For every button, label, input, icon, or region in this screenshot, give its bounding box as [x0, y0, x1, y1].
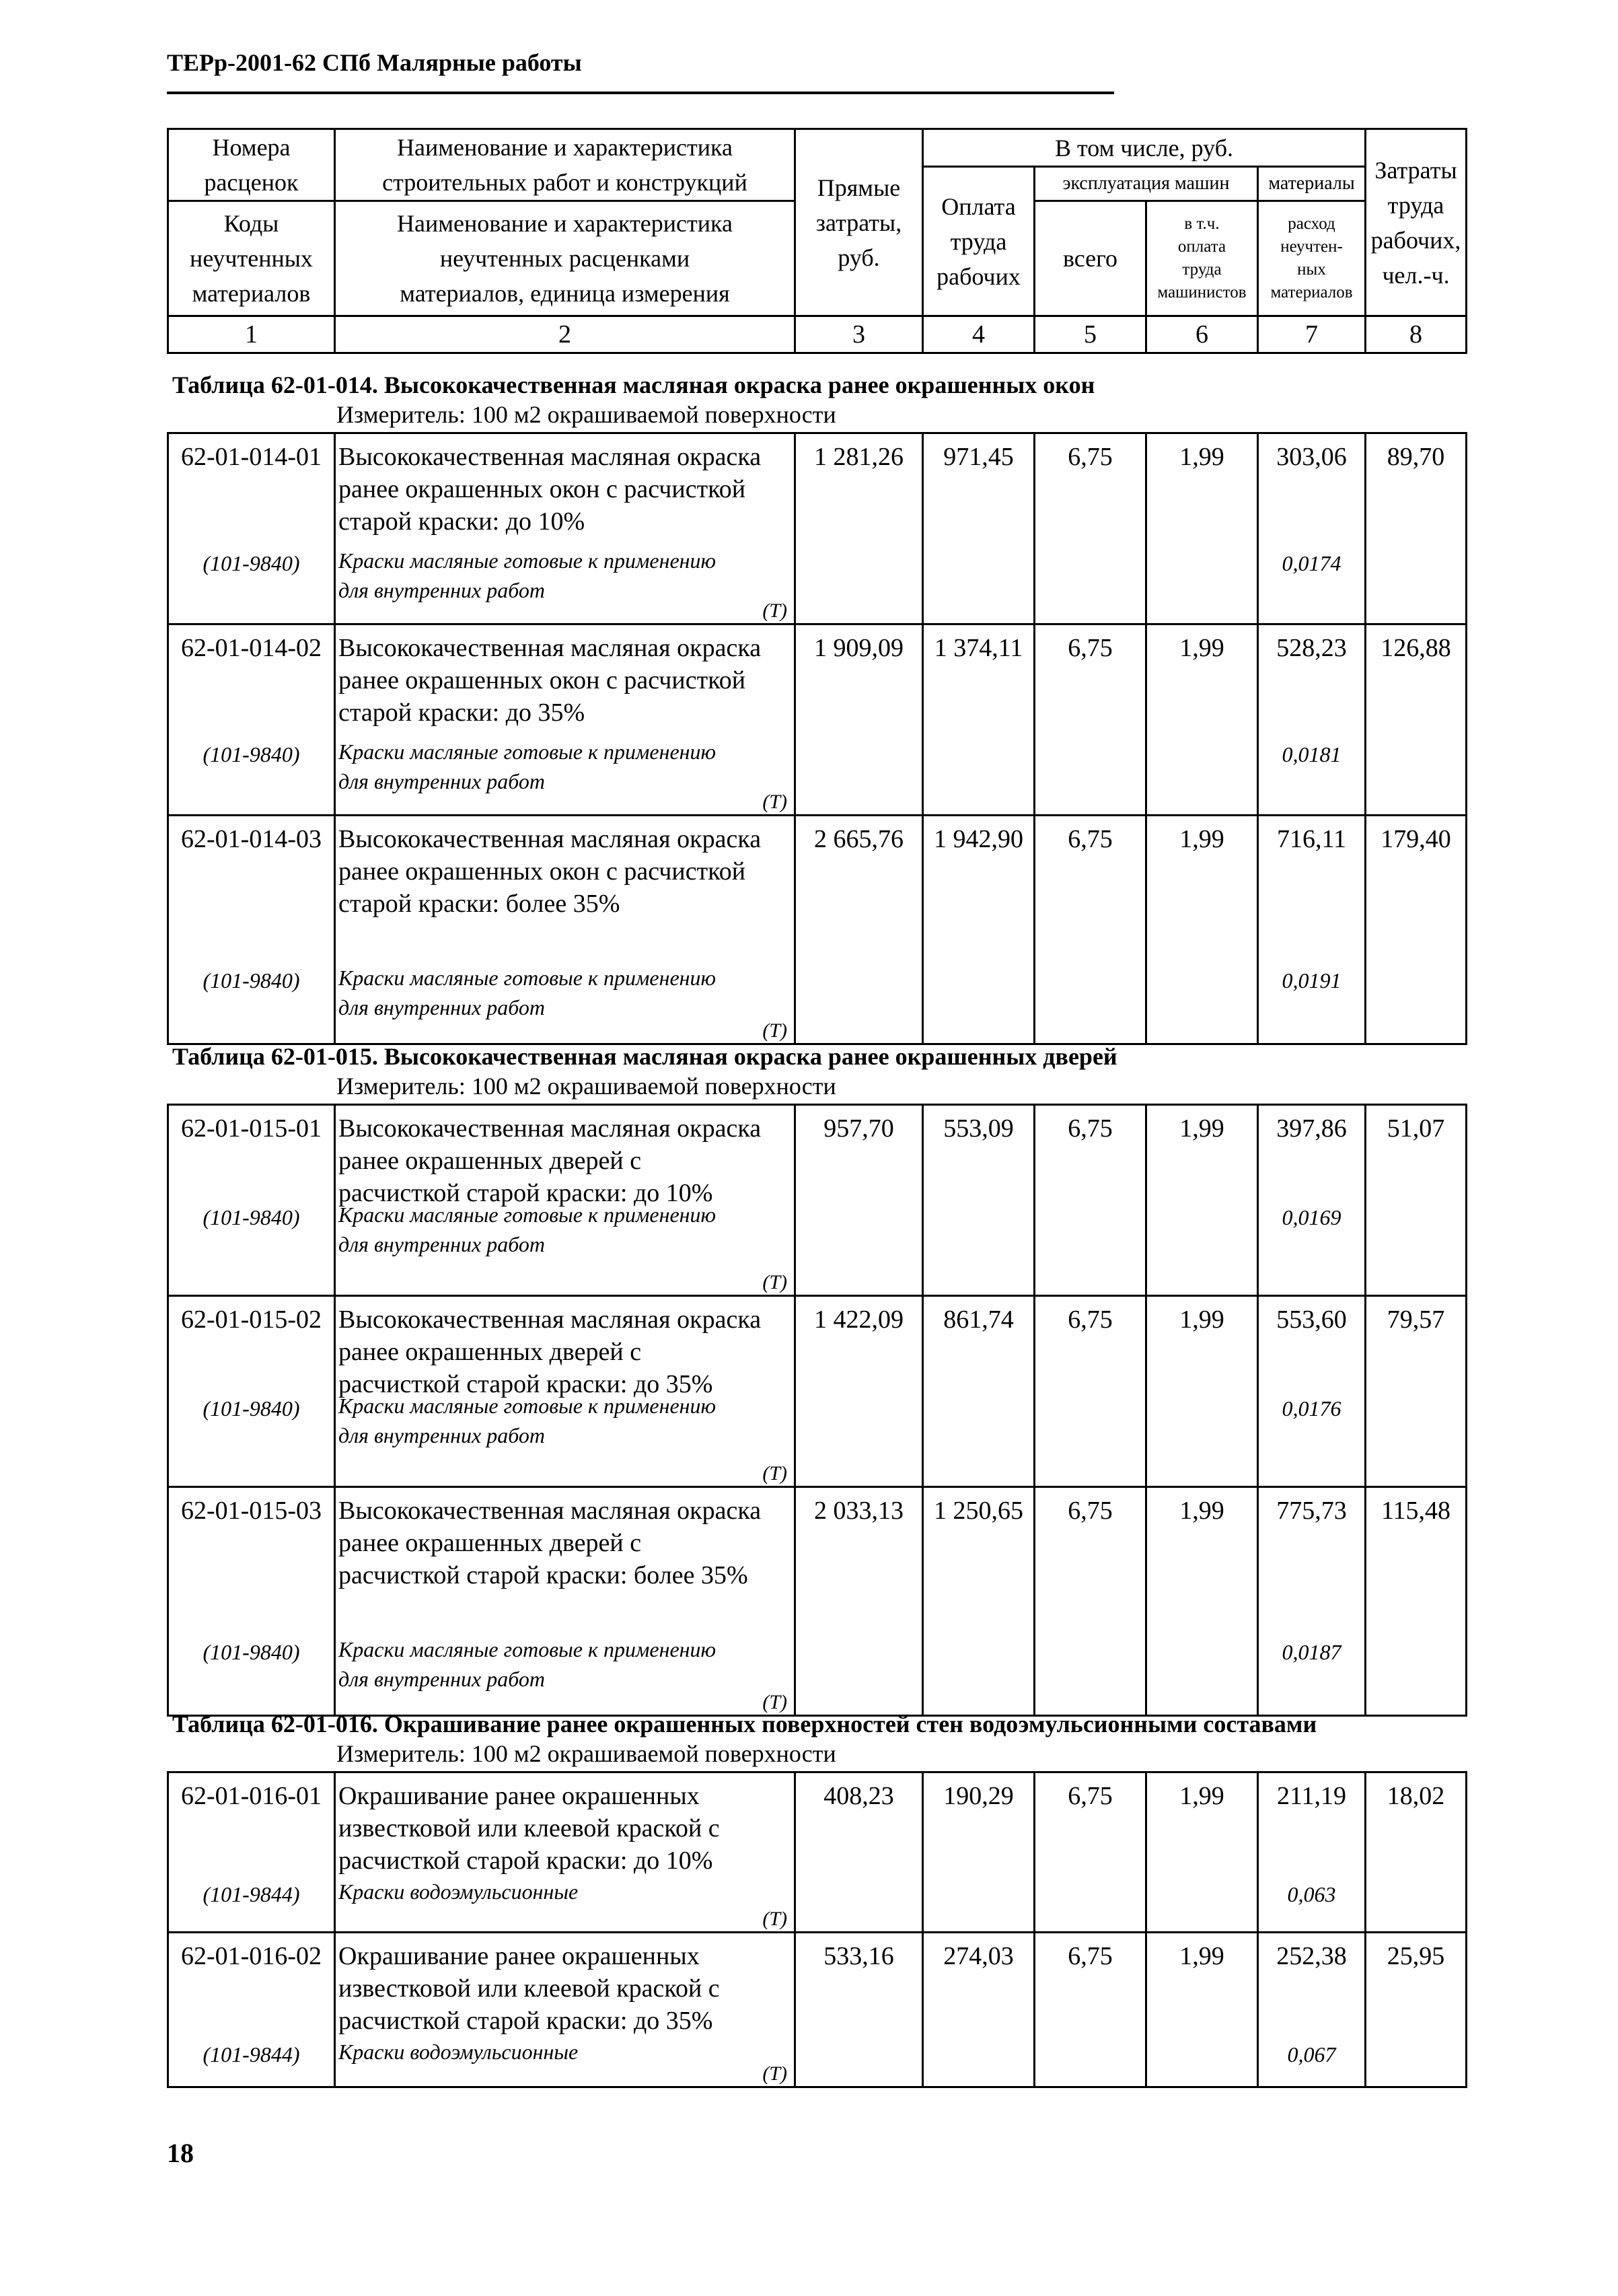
machines-cost-cell — [1035, 1105, 1146, 1296]
rate-code: 62-01-015-01 — [181, 1114, 322, 1143]
material-name-line: Краски масляные готовые к применению — [338, 740, 716, 764]
machinist-wage-cell — [1146, 1487, 1258, 1716]
work-description-cell — [335, 816, 795, 1044]
col6-header: в т.ч. оплата труда машинистов — [1146, 201, 1258, 316]
work-description-line: Высококачественная масляная окраска — [338, 443, 762, 471]
machines-cost: 6,75 — [1068, 443, 1113, 471]
materials-cost: 397,86 — [1276, 1114, 1347, 1143]
labor-hours: 126,88 — [1381, 634, 1451, 662]
section-caption-015: Таблица 62-01-015. Высококачественная масляная окраска ранее окрашенных дверей Измеритель: 100 м2 окрашиваемой поверхности — [172, 1043, 1117, 1100]
labor-cost-cell — [923, 1933, 1035, 2087]
material-name-line: для внутренних работ — [338, 1667, 546, 1691]
material-quantity: 0,067 — [1287, 2042, 1336, 2067]
direct-cost: 533,16 — [823, 1942, 894, 1970]
work-description-line: расчисткой старой краски: до 35% — [338, 1370, 713, 1398]
table-row — [168, 1772, 1467, 1933]
labor-cost-cell — [923, 1105, 1035, 1296]
t-mark: (Т) — [762, 1462, 787, 1484]
rate-code-cell — [168, 433, 335, 624]
t-mark: (Т) — [762, 1691, 787, 1713]
machinist-wage-cell — [1146, 624, 1258, 816]
work-description-line: ранее окрашенных дверей с — [338, 1529, 642, 1557]
work-description-cell — [335, 1933, 795, 2087]
work-description-line: ранее окрашенных дверей с — [338, 1338, 642, 1366]
rate-code-cell — [168, 816, 335, 1044]
machines-cost-cell — [1035, 1933, 1146, 2087]
rate-code: 62-01-015-03 — [181, 1497, 322, 1525]
materials-cost: 775,73 — [1276, 1497, 1347, 1525]
direct-cost-cell — [795, 816, 923, 1044]
materials-cost: 553,60 — [1276, 1305, 1347, 1334]
labor-hours: 89,70 — [1387, 443, 1445, 471]
section-caption-014: Таблица 62-01-014. Высококачественная масляная окраска ранее окрашенных окон Измеритель: 100 м2 окрашиваемой поверхности — [172, 371, 1095, 428]
col4-header: Оплата труда рабочих — [923, 167, 1035, 316]
col1-bottom-header: Коды неучтенных материалов — [168, 201, 335, 316]
labor-hours-cell — [1366, 1933, 1467, 2087]
work-description-line: известковой или клеевой краской с — [338, 1814, 720, 1842]
materials-cost: 716,11 — [1276, 825, 1347, 853]
direct-cost-cell — [795, 1105, 923, 1296]
t-mark: (Т) — [762, 791, 787, 813]
table-row — [168, 1487, 1467, 1716]
machinist-wage-cell — [1146, 1105, 1258, 1296]
labor-cost-cell — [923, 816, 1035, 1044]
col-number-6: 6 — [1146, 316, 1258, 353]
col1-top-header: Номера расценок — [168, 129, 335, 201]
direct-cost-cell — [795, 433, 923, 624]
col-number-7: 7 — [1258, 316, 1366, 353]
machinist-wage: 1,99 — [1179, 1114, 1224, 1143]
col-number-5: 5 — [1035, 316, 1146, 353]
col3-header: Прямые затраты, руб. — [795, 129, 923, 316]
direct-cost: 2 665,76 — [814, 825, 904, 853]
direct-cost: 408,23 — [823, 1782, 894, 1810]
section-table-016 — [167, 1771, 1467, 2088]
labor-cost-cell — [923, 1772, 1035, 1933]
machinist-wage: 1,99 — [1179, 1782, 1224, 1810]
machinist-wage: 1,99 — [1179, 1305, 1224, 1334]
machines-cost-cell — [1035, 1772, 1146, 1933]
machines-cost: 6,75 — [1068, 1497, 1113, 1525]
t-mark: (Т) — [762, 1019, 787, 1042]
material-name-line: для внутренних работ — [338, 769, 546, 793]
labor-cost: 274,03 — [943, 1942, 1014, 1970]
machines-cost-cell — [1035, 433, 1146, 624]
materials-cost-cell — [1258, 1105, 1366, 1296]
running-header: ТЕРр-2001-62 СПб Малярные работы — [167, 49, 582, 76]
labor-hours-cell — [1366, 816, 1467, 1044]
work-description-line: Высококачественная масляная окраска — [338, 825, 762, 853]
material-quantity: 0,0191 — [1282, 968, 1341, 993]
table-row — [168, 433, 1467, 624]
direct-cost-cell — [795, 1933, 923, 2087]
machines-cost-cell — [1035, 1296, 1146, 1487]
labor-cost: 861,74 — [943, 1305, 1014, 1334]
work-description-line: Высококачественная масляная окраска — [338, 1305, 762, 1334]
col-number-1: 1 — [168, 316, 335, 353]
header-rule — [167, 92, 1114, 94]
labor-cost-cell — [923, 433, 1035, 624]
work-description-line: ранее окрашенных дверей с — [338, 1147, 642, 1175]
t-mark: (Т) — [762, 1908, 787, 1930]
machines-cost-cell — [1035, 816, 1146, 1044]
section-caption-016: Таблица 62-01-016. Окрашивание ранее окрашенных поверхностей стен водоэмульсионными составами Измеритель: 100 м2 окрашиваемой поверхности — [172, 1711, 1317, 1767]
materials-cost-cell — [1258, 1933, 1366, 2087]
work-description-line: расчисткой старой краски: более 35% — [338, 1561, 748, 1589]
material-name-line: для внутренних работ — [338, 1232, 546, 1256]
work-description-cell — [335, 1487, 795, 1716]
material-quantity: 0,0181 — [1282, 742, 1341, 766]
work-description-cell — [335, 624, 795, 816]
labor-hours: 18,02 — [1387, 1782, 1445, 1810]
labor-cost: 971,45 — [943, 443, 1014, 471]
material-quantity: 0,0176 — [1282, 1396, 1341, 1421]
machines-cost: 6,75 — [1068, 634, 1113, 662]
rate-code-cell — [168, 1487, 335, 1716]
materials-cost-cell — [1258, 1487, 1366, 1716]
material-name-line: Краски масляные готовые к применению — [338, 966, 716, 990]
work-description-line: Окрашивание ранее окрашенных — [338, 1782, 700, 1810]
work-description-cell — [335, 1772, 795, 1933]
work-description-line: Окрашивание ранее окрашенных — [338, 1942, 700, 1970]
work-description-line: Высококачественная масляная окраска — [338, 1114, 762, 1143]
machines-cost-cell — [1035, 624, 1146, 816]
rate-code: 62-01-016-02 — [181, 1942, 322, 1970]
col-number-3: 3 — [795, 316, 923, 353]
col7-header: расход неучтен- ных материалов — [1258, 201, 1366, 316]
labor-hours-cell — [1366, 1772, 1467, 1933]
table-row — [168, 1105, 1467, 1296]
direct-cost: 1 909,09 — [814, 634, 904, 662]
material-quantity: 0,0169 — [1282, 1205, 1341, 1229]
labor-cost: 1 374,11 — [934, 634, 1023, 662]
labor-hours-cell — [1366, 433, 1467, 624]
materials-cost-cell — [1258, 816, 1366, 1044]
work-description-cell — [335, 433, 795, 624]
work-description-line: расчисткой старой краски: до 35% — [338, 2007, 713, 2035]
labor-cost-cell — [923, 1296, 1035, 1487]
col2-top-header: Наименование и характеристика строительных работ и конструкций — [335, 129, 795, 201]
material-code: (101-9840) — [203, 1640, 300, 1664]
rate-code-cell — [168, 1296, 335, 1487]
rate-code-cell — [168, 1933, 335, 2087]
table-row — [168, 1296, 1467, 1487]
machines-header: эксплуатация машин — [1035, 167, 1258, 201]
labor-hours-cell — [1366, 624, 1467, 816]
table-row — [168, 816, 1467, 1044]
rate-code-cell — [168, 1105, 335, 1296]
col-number-2: 2 — [335, 316, 795, 353]
column-header-table — [167, 128, 1467, 354]
machinist-wage: 1,99 — [1179, 1942, 1224, 1970]
materials-cost-cell — [1258, 1296, 1366, 1487]
col8-header: Затраты труда рабочих, чел.-ч. — [1366, 129, 1467, 316]
rate-code: 62-01-014-03 — [181, 825, 322, 853]
table-row — [168, 624, 1467, 816]
material-name-line: Краски масляные готовые к применению — [338, 1203, 716, 1227]
material-name-line: для внутренних работ — [338, 995, 546, 1019]
labor-cost: 553,09 — [943, 1114, 1014, 1143]
work-description-line: известковой или клеевой краской с — [338, 1974, 720, 2003]
material-name-line: для внутренних работ — [338, 1423, 546, 1447]
group-header: В том числе, руб. — [923, 129, 1366, 167]
page-number: 18 — [167, 2138, 194, 2168]
material-name-line: Краски водоэмульсионные — [338, 2040, 579, 2064]
t-mark: (Т) — [762, 2062, 787, 2085]
machines-cost: 6,75 — [1068, 1305, 1113, 1334]
labor-hours: 179,40 — [1381, 825, 1451, 853]
labor-hours: 25,95 — [1387, 1942, 1445, 1970]
labor-hours: 115,48 — [1381, 1497, 1451, 1525]
t-mark: (Т) — [762, 600, 787, 622]
rate-code-cell — [168, 1772, 335, 1933]
work-description-line: старой краски: до 10% — [338, 507, 585, 536]
work-description-line: ранее окрашенных окон с расчисткой — [338, 857, 746, 886]
materials-header: материалы — [1258, 167, 1366, 201]
rate-code-cell — [168, 624, 335, 816]
material-quantity: 0,0187 — [1282, 1640, 1341, 1664]
machinist-wage-cell — [1146, 1933, 1258, 2087]
material-quantity: 0,0174 — [1282, 551, 1341, 575]
labor-hours: 51,07 — [1387, 1114, 1445, 1143]
material-code: (101-9840) — [203, 968, 300, 993]
direct-cost: 1 281,26 — [814, 443, 904, 471]
work-description-cell — [335, 1105, 795, 1296]
machinist-wage: 1,99 — [1179, 634, 1224, 662]
machinist-wage-cell — [1146, 1772, 1258, 1933]
material-code: (101-9840) — [203, 742, 300, 766]
machinist-wage: 1,99 — [1179, 1497, 1224, 1525]
materials-cost: 303,06 — [1276, 443, 1347, 471]
material-name-line: Краски масляные готовые к применению — [338, 1394, 716, 1418]
labor-cost: 1 250,65 — [934, 1497, 1023, 1525]
material-code: (101-9840) — [203, 551, 300, 575]
materials-cost: 211,19 — [1276, 1782, 1347, 1810]
machines-cost: 6,75 — [1068, 1782, 1113, 1810]
machines-cost: 6,75 — [1068, 825, 1113, 853]
work-description-line: старой краски: более 35% — [338, 890, 620, 918]
work-description-line: расчисткой старой краски: до 10% — [338, 1846, 713, 1875]
col2-bottom-header: Наименование и характеристика неучтенных расценками материалов, единица измерения — [335, 201, 795, 316]
labor-cost: 1 942,90 — [934, 825, 1023, 853]
direct-cost-cell — [795, 1487, 923, 1716]
direct-cost-cell — [795, 624, 923, 816]
material-quantity: 0,063 — [1287, 1882, 1336, 1906]
col5-header: всего — [1035, 201, 1146, 316]
materials-cost-cell — [1258, 1772, 1366, 1933]
material-name-line: Краски масляные готовые к применению — [338, 1637, 716, 1661]
labor-hours: 79,57 — [1387, 1305, 1445, 1334]
materials-cost-cell — [1258, 433, 1366, 624]
machinist-wage-cell — [1146, 1296, 1258, 1487]
col-number-8: 8 — [1366, 316, 1467, 353]
direct-cost: 957,70 — [823, 1114, 894, 1143]
material-code: (101-9844) — [203, 1882, 300, 1906]
work-description-cell — [335, 1296, 795, 1487]
table-row — [168, 1933, 1467, 2087]
machinist-wage-cell — [1146, 433, 1258, 624]
work-description-line: Высококачественная масляная окраска — [338, 634, 762, 662]
materials-cost: 252,38 — [1276, 1942, 1347, 1970]
rate-code: 62-01-014-02 — [181, 634, 322, 662]
labor-hours-cell — [1366, 1487, 1467, 1716]
section-table-015 — [167, 1104, 1467, 1717]
rate-code: 62-01-014-01 — [181, 443, 322, 471]
machines-cost: 6,75 — [1068, 1114, 1113, 1143]
machinist-wage-cell — [1146, 816, 1258, 1044]
work-description-line: ранее окрашенных окон с расчисткой — [338, 666, 746, 694]
work-description-line: ранее окрашенных окон с расчисткой — [338, 475, 746, 503]
labor-cost: 190,29 — [943, 1782, 1014, 1810]
labor-hours-cell — [1366, 1296, 1467, 1487]
machines-cost-cell — [1035, 1487, 1146, 1716]
direct-cost: 1 422,09 — [814, 1305, 904, 1334]
work-description-line: Высококачественная масляная окраска — [338, 1497, 762, 1525]
section-table-014 — [167, 432, 1467, 1045]
machines-cost: 6,75 — [1068, 1942, 1113, 1970]
work-description-line: старой краски: до 35% — [338, 698, 585, 727]
material-name-line: Краски водоэмульсионные — [338, 1879, 579, 1904]
direct-cost-cell — [795, 1296, 923, 1487]
direct-cost: 2 033,13 — [814, 1497, 904, 1525]
labor-cost-cell — [923, 624, 1035, 816]
col-number-4: 4 — [923, 316, 1035, 353]
material-name-line: для внутренних работ — [338, 578, 546, 602]
material-code: (101-9840) — [203, 1205, 300, 1229]
rate-code: 62-01-016-01 — [181, 1782, 322, 1810]
material-code: (101-9844) — [203, 2042, 300, 2067]
machinist-wage: 1,99 — [1179, 825, 1224, 853]
rate-code: 62-01-015-02 — [181, 1305, 322, 1334]
work-description-line: расчисткой старой краски: до 10% — [338, 1179, 713, 1207]
labor-hours-cell — [1366, 1105, 1467, 1296]
material-code: (101-9840) — [203, 1396, 300, 1421]
labor-cost-cell — [923, 1487, 1035, 1716]
material-name-line: Краски масляные готовые к применению — [338, 548, 716, 573]
machinist-wage: 1,99 — [1179, 443, 1224, 471]
direct-cost-cell — [795, 1772, 923, 1933]
materials-cost: 528,23 — [1276, 634, 1347, 662]
materials-cost-cell — [1258, 624, 1366, 816]
t-mark: (Т) — [762, 1271, 787, 1293]
